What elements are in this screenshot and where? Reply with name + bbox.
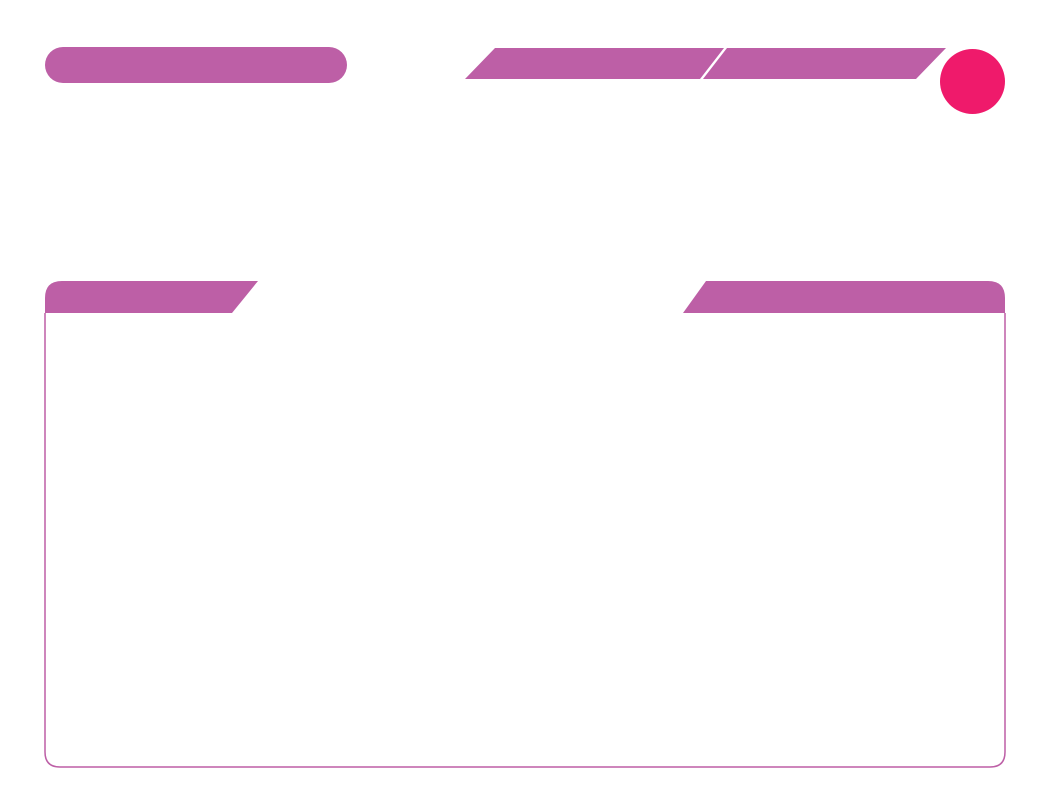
group-banner-interactive bbox=[465, 48, 724, 79]
notes-header-cell bbox=[683, 281, 1005, 313]
group-banner-presentation bbox=[703, 48, 946, 79]
student-header-cell bbox=[45, 281, 258, 313]
table-frame bbox=[45, 313, 1005, 767]
